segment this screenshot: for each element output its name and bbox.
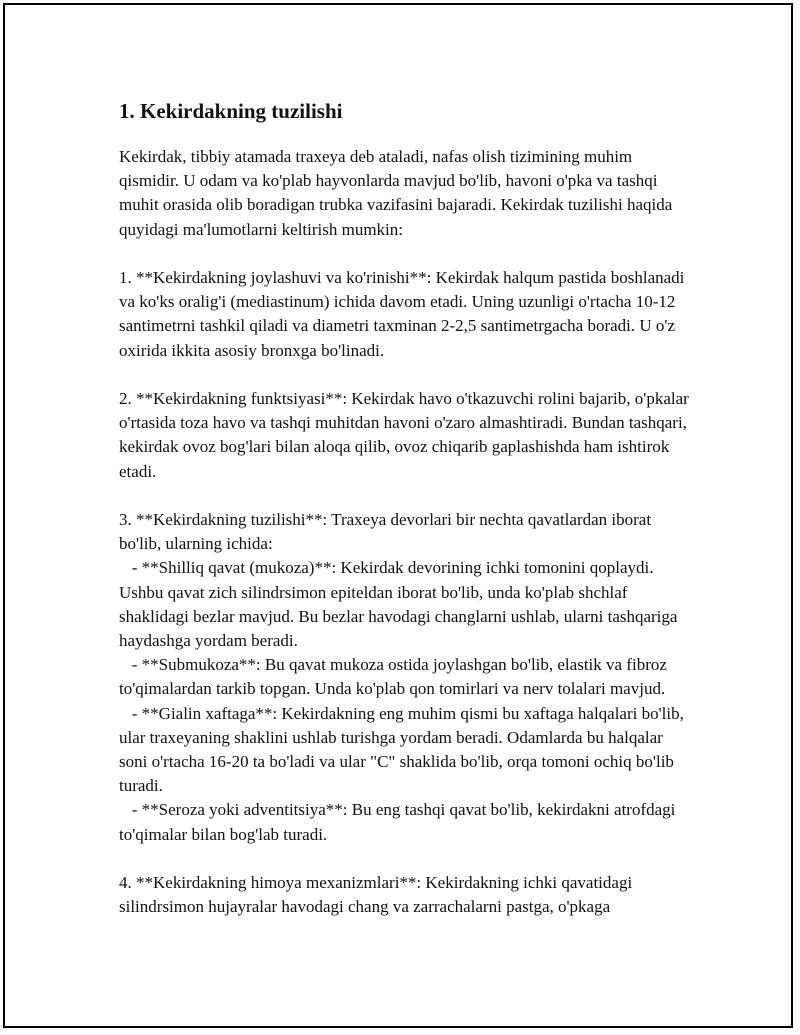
- paragraph-gap: [119, 847, 689, 871]
- layer-submucosa-item: - **Submukoza**: Bu qavat mukoza ostida joylashgan bo'lib, elastik va fibroz to'qimalardan tarkib topgan. Unda ko'plab qon tomirlari va nerv tolalari mavjud.: [119, 655, 672, 699]
- paragraph-gap: [119, 363, 689, 387]
- paragraph-gap: [119, 484, 689, 508]
- section-protection-paragraph: 4. **Kekirdakning himoya mexanizmlari**: Kekirdakning ichki qavatidagi silindrsimon hujayralar havodagi chang va zarrachalarni pastga, o'pkaga: [119, 873, 633, 917]
- layer-cartilage-item: - **Gialin xaftaga**: Kekirdakning eng muhim qismi bu xaftaga halqalari bo'lib, ular traxeyaning shaklini ushlab turishga yordam beradi. Odamlarda bu halqalar soni o'rtacha 16-20 ta bo'ladi va ular "C" shaklida bo'lib, orqa tomoni ochiq bo'lib turadi.: [119, 703, 689, 796]
- paragraph-gap: [119, 242, 689, 266]
- layer-mucosa-item: - **Shilliq qavat (mukoza)**: Kekirdak devorining ichki tomonini qoplaydi. Ushbu qavat zich silindrsimon epiteldan iborat bo'lib, unda ko'plab shchlaf shaklidagi bezlar mavjud. Bu bezlar havodagi changlarni ushlab, ularni tashqariga haydashga yordam beradi.: [119, 558, 682, 651]
- document-page: [3, 3, 793, 1028]
- intro-paragraph: Kekirdak, tibbiy atamada traxeya deb ataladi, nafas olish tizimining muhim qismidir. U odam va ko'plab hayvonlarda mavjud bo'lib, havoni o'pka va tashqi muhit orasida olib boradigan trubka vazifasini bajaradi. Kekirdak tuzilishi haqida quyidagi ma'lumotlarni keltirish mumkin:: [119, 147, 673, 239]
- layer-adventitia-item: - **Seroza yoki adventitsiya**: Bu eng tashqi qavat bo'lib, kekirdakni atrofdagi to'qimalar bilan bog'lab turadi.: [119, 800, 680, 844]
- section-heading: 1. Kekirdakning tuzilishi: [119, 99, 343, 123]
- section-function-paragraph: 2. **Kekirdakning funktsiyasi**: Kekirdak havo o'tkazuvchi rolini bajarib, o'pkalar o'rtasida toza havo va tashqi muhitdan havoni o'zaro almashtiradi. Bundan tashqari, kekirdak ovoz bog'lari bilan aloqa qilib, ovoz chiqarib gaplashishda ham ishtirok etadi.: [119, 389, 689, 481]
- document-body: [119, 97, 689, 919]
- section-structure-paragraph: 3. **Kekirdakning tuzilishi**: Traxeya devorlari bir nechta qavatlardan iborat bo'lib, ularning ichida:: [119, 510, 652, 554]
- section-location-paragraph: 1. **Kekirdakning joylashuvi va ko'rinishi**: Kekirdak halqum pastida boshlanadi va ko'ks oralig'i (mediastinum) ichida davom etadi. Uning uzunligi o'rtacha 10-12 santimetrni tashkil qiladi va diametri taxminan 2-2,5 santimetrgacha boradi. U o'z oxirida ikkita asosiy bronxga bo'linadi.: [119, 268, 685, 360]
